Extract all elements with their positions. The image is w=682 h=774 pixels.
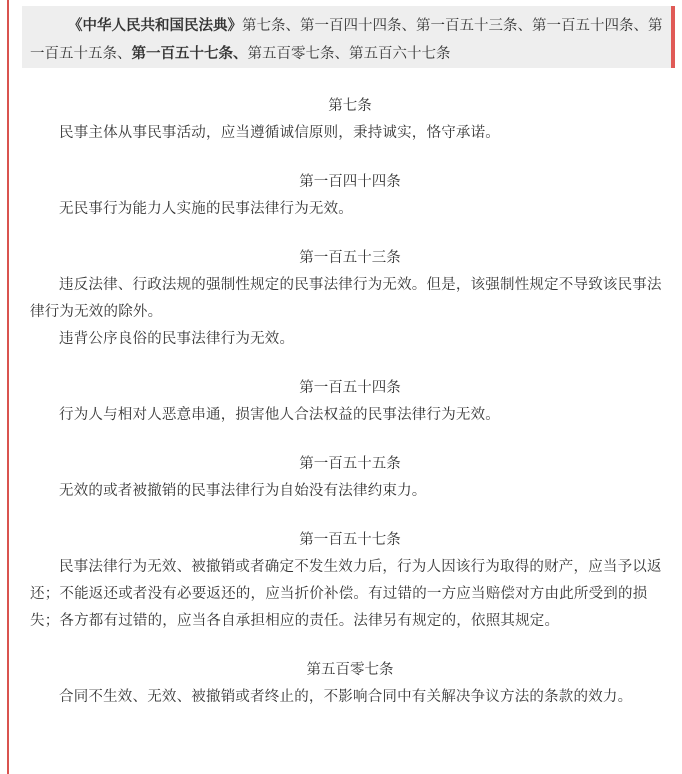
article-paragraph: 民事主体从事民事活动，应当遵循诚信原则，秉持诚实，恪守承诺。 [59,125,500,141]
article-title: 第一百四十四条 [299,174,401,190]
article-section [30,526,670,635]
article-section [30,92,670,147]
header-article-bold: 第一百五十七条、 [131,46,248,62]
article-paragraph: 违背公序良俗的民事法律行为无效。 [59,331,295,347]
header-article-list-1: 第七条、第一百四十四条、第一百五十三条、第一百五十四条、第一百五十五条、 [30,18,663,62]
article-title: 第一百五十五条 [299,456,401,472]
article-section [30,168,670,223]
article-paragraph: 民事法律行为无效、被撤销或者确定不发生效力后，行为人因该行为取得的财产，应当予以返还；不能返还或者没有必要返还的，应当折价补偿。有过错的一方应当赔偿对方由此所受到的损失；各方都有过错的，应当各自承担相应的责任。法律另有规定的，依照其规定。 [30,559,662,629]
articles-body [30,92,670,711]
article-reference-header [22,6,675,68]
article-paragraph: 合同不生效、无效、被撤销或者终止的，不影响合同中有关解决争议方法的条款的效力。 [59,689,633,705]
header-article-list-2: 第五百零七条、第五百六十七条 [247,46,451,62]
article-paragraph: 违反法律、行政法规的强制性规定的民事法律行为无效。但是，该强制性规定不导致该民事法律行为无效的除外。 [30,277,662,320]
article-title: 第一百五十四条 [299,380,401,396]
article-title: 第一百五十三条 [299,250,401,266]
article-section [30,656,670,711]
left-accent-rule [7,0,9,774]
article-section [30,244,670,353]
article-paragraph: 无民事行为能力人实施的民事法律行为无效。 [59,201,353,217]
law-title: 《中华人民共和国民法典》 [68,18,242,34]
article-section [30,450,670,505]
article-paragraph: 无效的或者被撤销的民事法律行为自始没有法律约束力。 [59,483,427,499]
article-title: 第一百五十七条 [299,532,401,548]
article-paragraph: 行为人与相对人恶意串通，损害他人合法权益的民事法律行为无效。 [59,407,500,423]
article-title: 第五百零七条 [306,662,394,678]
article-title: 第七条 [328,98,372,114]
article-section [30,374,670,429]
